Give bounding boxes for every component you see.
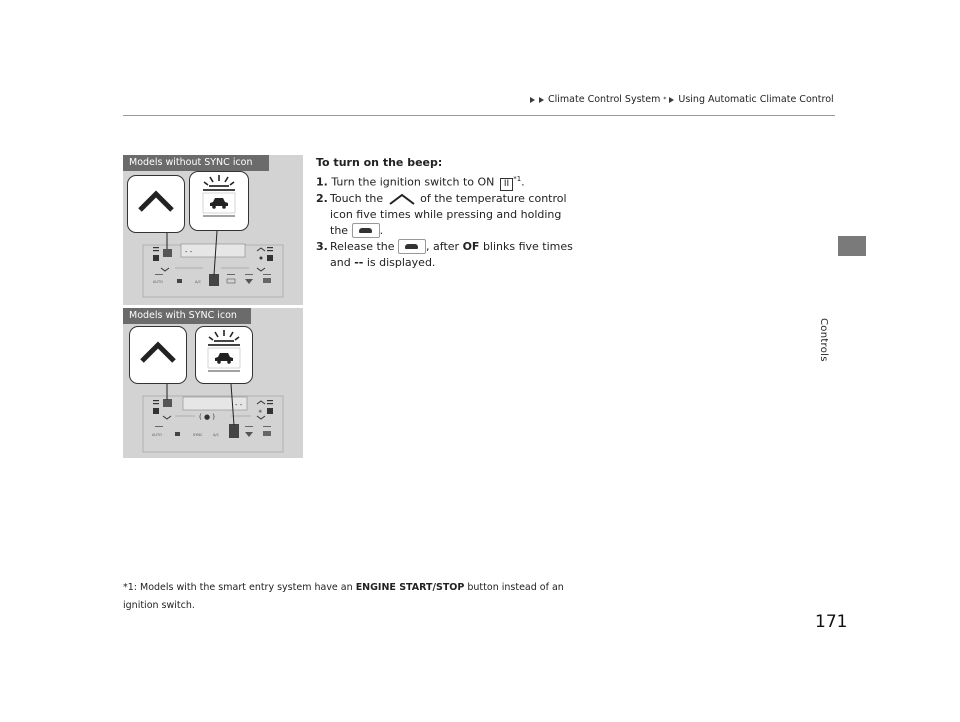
breadcrumb [530, 94, 834, 105]
step-3-dash-label: -- [354, 255, 364, 269]
car-button-icon [398, 239, 426, 254]
step-2-text-b: of the temperature control icon five times while pressing and holding the [330, 191, 567, 237]
car-button-callout [195, 326, 253, 384]
footnote [123, 579, 583, 615]
step-2-number: 2. [316, 191, 328, 205]
footnote-prefix: *1: Models with the smart entry system have an [123, 582, 353, 593]
header-rule [123, 115, 835, 116]
step-3-text-a: Release the [330, 239, 395, 253]
step-3-text-b: , after [426, 239, 460, 253]
side-tab-label: Controls [818, 318, 829, 362]
svg-text:A/C: A/C [195, 280, 202, 284]
breadcrumb-subsection[interactable]: Using Automatic Climate Control [678, 94, 834, 105]
panel-without-sync [123, 155, 303, 305]
procedure-heading: To turn on the beep: [316, 156, 443, 169]
step-3-number: 3. [316, 239, 328, 253]
svg-text:( ● ): ( ● ) [199, 413, 216, 421]
panel-with-sync-title: Models with SYNC icon [123, 308, 251, 324]
step-1-end: . [521, 175, 525, 189]
beep-car-icon [196, 327, 252, 383]
svg-text:AUTO: AUTO [152, 433, 162, 437]
breadcrumb-section[interactable]: Climate Control System [548, 94, 661, 105]
page-number: 171 [815, 612, 848, 632]
breadcrumb-arrow-icon [539, 97, 544, 103]
beep-car-icon [190, 172, 248, 230]
chevron-up-icon [387, 193, 417, 205]
svg-text:A/C: A/C [213, 433, 220, 437]
svg-text:✳: ✳ [258, 409, 263, 415]
step-3-of-label: OF [462, 239, 480, 253]
ignition-on-key-icon: II [500, 178, 513, 191]
panel-with-sync [123, 308, 303, 458]
step-3-text-c: blinks five times and [330, 239, 573, 269]
procedure [316, 155, 576, 271]
svg-text:- -: - - [235, 401, 243, 409]
svg-text:AUTO: AUTO [153, 280, 163, 284]
step-1-footnote-ref: *1 [513, 175, 522, 183]
breadcrumb-asterisk: * [663, 96, 667, 103]
side-tab-marker [838, 236, 866, 256]
panel-without-sync-title: Models without SYNC icon [123, 155, 269, 171]
step-2-text-a: Touch the [330, 191, 384, 205]
step-3-text-d: is displayed. [366, 255, 436, 269]
footnote-suffix: button instead of an ignition switch. [123, 582, 564, 611]
step-2-end: . [379, 223, 384, 237]
step-1-text: Turn the ignition switch to ON [331, 175, 495, 189]
svg-text:SYNC: SYNC [193, 433, 203, 437]
up-arrow-callout [129, 326, 187, 384]
step-1 [316, 171, 576, 191]
step-1-number: 1. [316, 175, 328, 189]
car-button-callout [189, 171, 249, 231]
up-arrow-callout [127, 175, 185, 233]
step-3 [316, 239, 576, 271]
svg-text:- -: - - [185, 248, 193, 256]
footnote-bold: ENGINE START/STOP [355, 582, 465, 593]
breadcrumb-arrow-icon [530, 97, 535, 103]
chevron-up-icon [128, 176, 184, 232]
car-button-icon [352, 223, 380, 238]
step-2 [316, 191, 576, 239]
chevron-up-icon [130, 327, 186, 383]
breadcrumb-arrow-icon [669, 97, 674, 103]
